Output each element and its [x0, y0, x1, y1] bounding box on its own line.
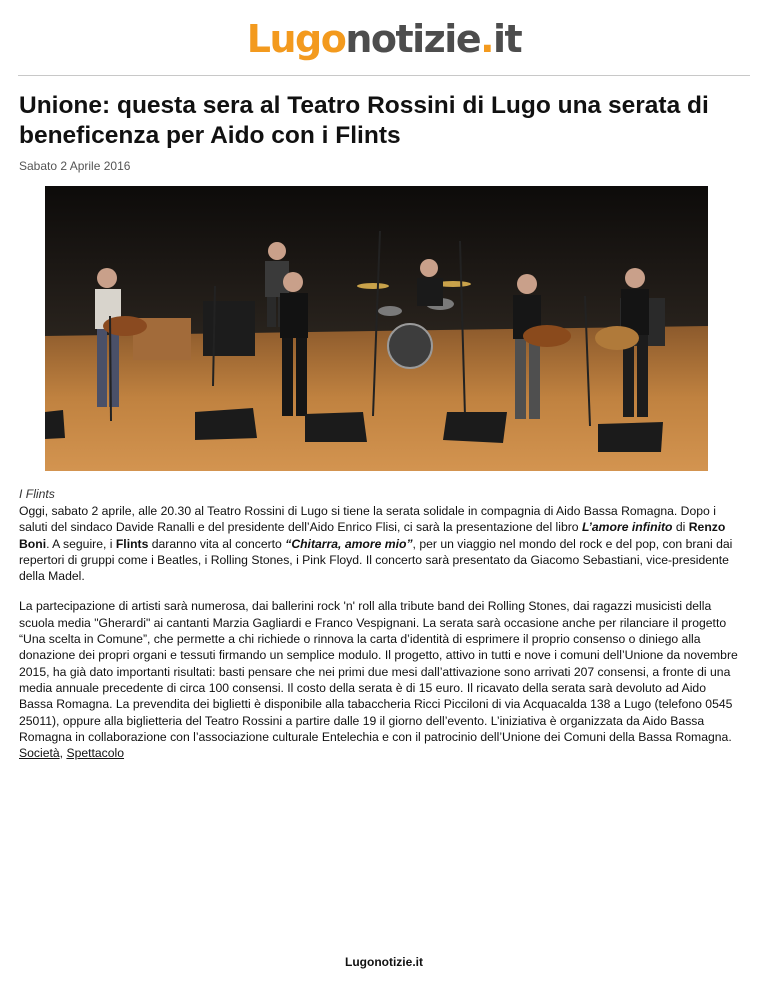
- logo-part-notizie: notizie: [345, 17, 481, 61]
- article-date: Sabato 2 Aprile 2016: [19, 159, 131, 173]
- header-divider: [18, 75, 750, 76]
- article-body: [19, 503, 741, 761]
- logo-part-tld: it: [493, 17, 522, 61]
- site-logo[interactable]: [0, 14, 768, 64]
- footer-site-name: Lugonotizie.it: [345, 955, 423, 969]
- logo-part-lugo: Lugo: [246, 17, 346, 61]
- paragraph-text: daranno vita al concerto: [148, 536, 286, 551]
- amplifier: [203, 301, 255, 356]
- band-name: Flints: [115, 536, 149, 551]
- tag-link-spettacolo[interactable]: Spettacolo: [66, 746, 125, 761]
- article-tags: [19, 745, 741, 761]
- author-name: Renzo Boni: [19, 520, 726, 551]
- book-title: L’amore infinito: [581, 520, 673, 535]
- paragraph-text: , per un viaggio nel mondo del rock e del pop, con brani dai repertori di gruppi come i Beatles, i Rolling Stones, i Pink Floyd. Il concerto sarà presentato da Giacomo Sebastiani, vice-presidente della Madel.: [19, 536, 733, 584]
- logo-dot: .: [480, 17, 494, 61]
- paragraph-text: Oggi, sabato 2 aprile, alle 20.30 al Teatro Rossini di Lugo si tiene la serata solidale in compagnia di Aido Bassa Romagna. Dopo i saluti del sindaco Davide Ranalli e del presidente dell’Aido Enrico Flisi, ci sarà la presentazione del libro: [19, 504, 716, 535]
- article-title: Unione: questa sera al Teatro Rossini di Lugo una serata di beneficenza per Aido con i Flints: [19, 92, 709, 149]
- concert-stage-illustration: [45, 186, 708, 471]
- article-paragraph: La partecipazione di artisti sarà numerosa, dai ballerini rock 'n' roll alla tribute band dei Rolling Stones, dai ragazzi musicisti della scuola media "Gherardi" ai cantanti Marzia Gagliardi e Franco Vespignani. La serata sarà occasione anche per rilanciare il progetto “Una scelta in Comune”, che permette a chi richiede o rinnova la carta d’identità di esprimere il proprio consenso o diniego alla donazione dei propri organi e tessuti firmando un semplice modulo. Il progetto, attivo in tutti e nove i comuni dell’Unione da novembre 2015, ha già dato importanti risultati: basti pensare che nei primi due mesi dall’attivazione sono arrivati 207 consensi, a fronte di una media annuale precedente di circa 100 consensi. Il costo della serata è di 15 euro. Il ricavato della serata sarà devoluto ad Aido Bassa Romagna. La prevendita dei biglietti è disponibile alla tabaccheria Ricci Picciloni di via Acquacalda 138 a Lugo (telefono 0545 25011), oppure alla biglietteria del Teatro Rossini a partire dalle 19 il giorno dell’evento. L’iniziativa è organizzata da Aido Bassa Romagna in collaborazione con l’associazione culturale Entelechia e con il patrocinio dell’Unione dei Comuni della Bassa Romagna.: [19, 599, 738, 744]
- concert-title: “Chitarra, amore mio”: [285, 536, 413, 551]
- article-photo: [45, 186, 708, 471]
- tag-separator: ,: [59, 746, 67, 761]
- article-paragraph: [19, 503, 741, 584]
- paragraph-text: di: [672, 520, 689, 535]
- tag-link-societa[interactable]: Società: [19, 746, 60, 761]
- photo-caption: I Flints: [19, 487, 55, 501]
- site-header: [0, 0, 768, 76]
- paragraph-text: . A seguire, i: [46, 536, 116, 551]
